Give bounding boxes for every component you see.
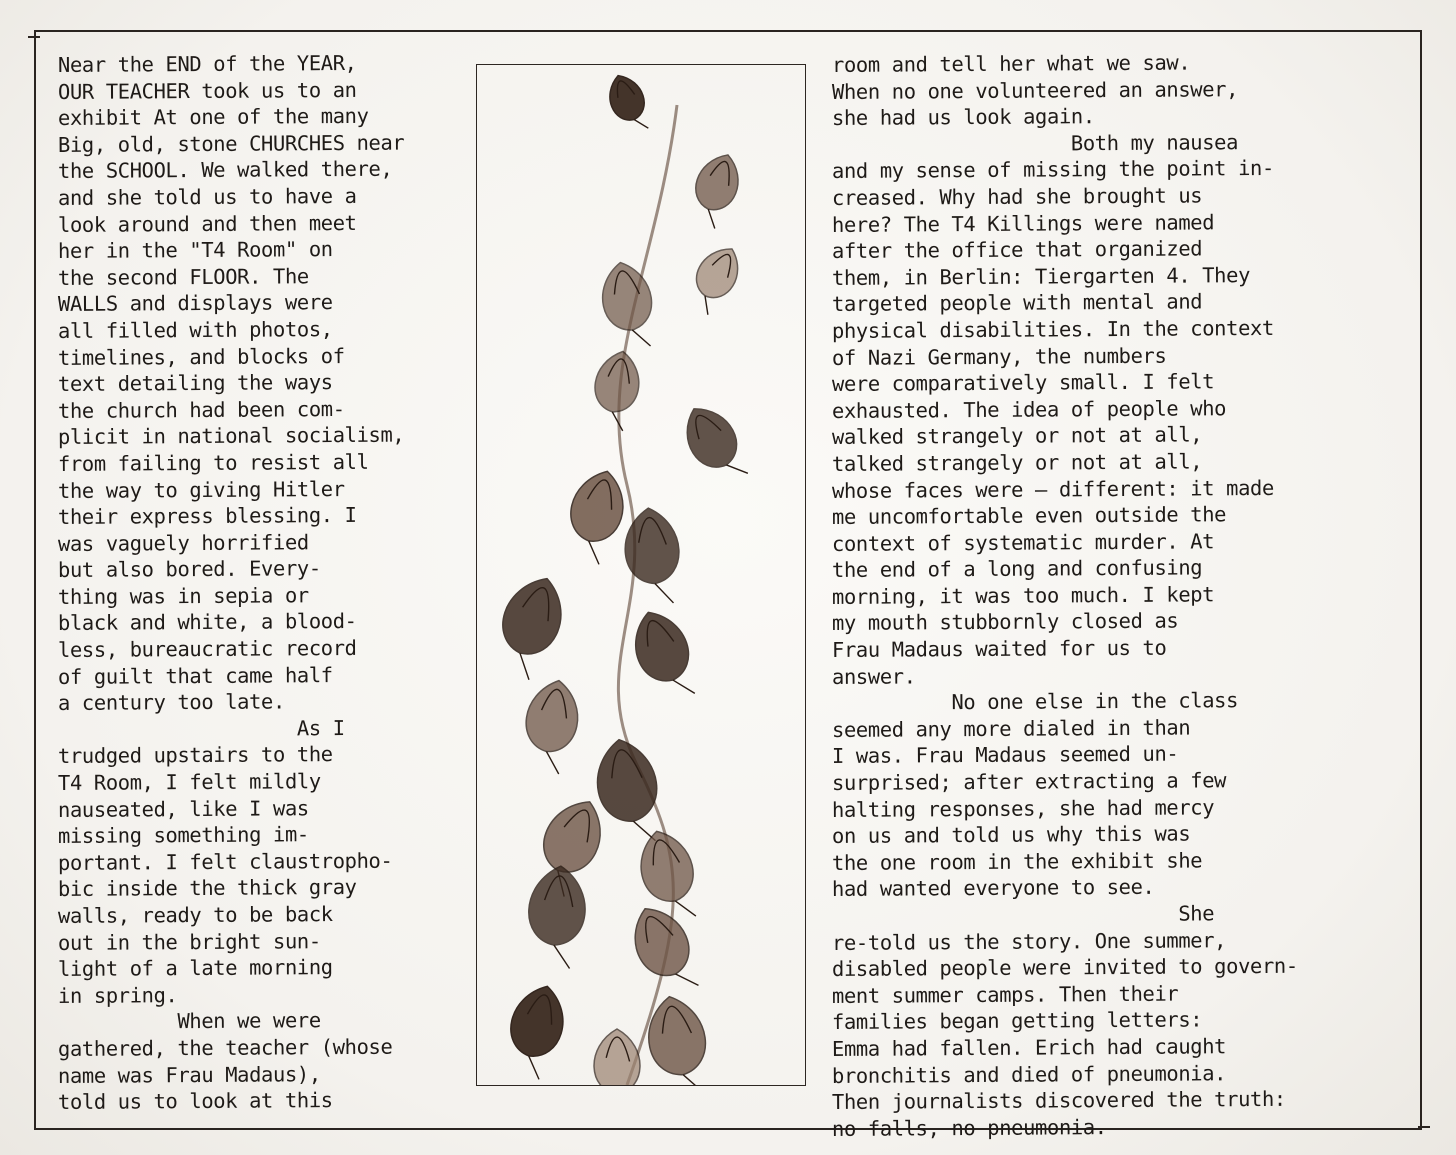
text-line: here? The T4 Killings were named	[831, 209, 1215, 237]
text-line: on us and told us why this was	[831, 821, 1191, 849]
text-line: the way to giving Hitler	[57, 476, 345, 503]
text-line: light of a late morning	[57, 955, 333, 982]
rosebud-drawing	[588, 348, 644, 433]
rosebud-drawing	[559, 465, 632, 567]
left-text-column	[58, 52, 404, 1116]
text-line: no falls, no pneumonia.	[831, 1114, 1107, 1141]
text-line: gathered, the teacher (whose	[57, 1034, 393, 1061]
text-line: No one else in the class	[831, 688, 1239, 716]
text-line: When no one volunteered an answer,	[831, 76, 1239, 104]
text-line: Big, old, stone CHURCHES near	[57, 130, 405, 157]
border-corner-tick	[28, 36, 40, 38]
text-line: Frau Madaus waited for us to	[831, 635, 1167, 663]
text-line: the end of a long and confusing	[831, 555, 1203, 583]
text-line: my mouth stubbornly closed as	[831, 609, 1179, 636]
text-line: Emma had fallen. Erich had caught	[831, 1034, 1227, 1061]
text-line: ment summer camps. Then their	[831, 981, 1179, 1008]
text-line: them, in Berlin: Tiergarten 4. They	[831, 262, 1251, 290]
text-line: their express blessing. I	[57, 503, 357, 530]
text-line: seemed any more dialed in than	[831, 715, 1191, 742]
text-line: her in the "T4 Room" on	[57, 237, 333, 264]
rosebud-drawing	[486, 569, 573, 683]
text-line: morning, it was too much. I kept	[831, 582, 1215, 609]
right-text-column	[832, 52, 1298, 1142]
text-line: all filled with photos,	[57, 317, 333, 343]
text-line: WALLS and displays were	[57, 290, 333, 317]
text-line: families began getting letters:	[831, 1007, 1203, 1035]
text-line: told us to look at this	[57, 1088, 333, 1115]
text-line: after the office that organized	[831, 236, 1203, 264]
text-line: black and white, a blood-	[57, 609, 357, 636]
text-line: portant. I felt claustropho-	[57, 848, 393, 875]
text-line: were comparatively small. I felt	[831, 369, 1215, 397]
text-line: the SCHOOL. We walked there,	[57, 157, 393, 184]
text-line: trudged upstairs to the	[57, 742, 333, 769]
flower-sketch-svg	[477, 65, 806, 1086]
text-line: but also bored. Every-	[57, 556, 321, 583]
text-line: and my sense of missing the point in-	[831, 156, 1274, 184]
text-line: creased. Why had she brought us	[831, 183, 1203, 210]
rosebud-drawing	[590, 735, 666, 849]
rosebud-drawing	[622, 898, 707, 1003]
rosebud-drawing	[624, 604, 703, 708]
text-line: nauseated, like I was	[57, 795, 309, 822]
text-line: When we were	[57, 1008, 321, 1035]
text-line: timelines, and blocks of	[57, 343, 345, 370]
text-line: me uncomfortable even outside the	[831, 502, 1227, 530]
rosebud-drawing	[674, 397, 755, 492]
text-line: the second FLOOR. The	[57, 263, 309, 290]
text-line: name was Frau Madaus),	[57, 1061, 321, 1088]
text-line: disabled people were invited to govern-	[831, 953, 1298, 982]
text-line: bronchitis and died of pneumonia.	[831, 1060, 1227, 1088]
text-line: she had us look again.	[831, 104, 1095, 131]
text-line: of guilt that came half	[57, 662, 333, 689]
text-line: surprised; after extracting a few	[831, 768, 1227, 796]
text-line: As I	[57, 715, 345, 742]
rosebud-drawing	[594, 1029, 640, 1086]
text-line: She	[831, 901, 1215, 928]
border-corner-tick	[1418, 1126, 1430, 1128]
text-line: whose faces were — different: it made	[831, 475, 1274, 503]
text-line: missing something im-	[57, 822, 309, 849]
text-line: physical disabilities. In the context	[831, 315, 1274, 343]
text-line: plicit in national socialism,	[57, 422, 405, 450]
text-line: exhausted. The idea of people who	[831, 395, 1227, 423]
text-line: context of systematic murder. At	[831, 529, 1215, 556]
dried-flower-illustration	[476, 64, 806, 1086]
text-line: a century too late.	[57, 689, 285, 716]
text-line: thing was in sepia or	[57, 583, 309, 609]
rosebud-drawing	[684, 148, 748, 231]
text-line: room and tell her what we saw.	[831, 50, 1191, 77]
rosebud-drawing	[603, 70, 655, 138]
text-line: was vaguely horrified	[57, 529, 309, 556]
text-line: of Nazi Germany, the numbers	[831, 343, 1167, 370]
text-line: text detailing the ways	[57, 370, 333, 397]
text-line: targeted people with mental and	[831, 289, 1203, 317]
text-line: less, bureaucratic record	[57, 635, 357, 663]
text-line: exhibit At one of the many	[57, 104, 369, 131]
text-line: Both my nausea	[831, 129, 1239, 157]
text-line: the church had been com-	[57, 396, 345, 423]
text-line: re-told us the story. One summer,	[831, 927, 1227, 955]
text-line: from failing to resist all	[57, 449, 369, 476]
text-line: in spring.	[57, 982, 178, 1008]
text-line: bic inside the thick gray	[57, 875, 357, 902]
text-line: Then journalists discovered the truth:	[831, 1086, 1286, 1115]
text-line: T4 Room, I felt mildly	[57, 769, 321, 796]
text-line: walked strangely or not at all,	[831, 422, 1203, 450]
text-line: I was. Frau Madaus seemed un-	[831, 742, 1179, 769]
text-line: walls, ready to be back	[57, 902, 333, 928]
text-line: halting responses, she had mercy	[831, 794, 1215, 822]
text-line: out in the bright sun-	[57, 928, 321, 955]
rosebud-drawing	[681, 239, 749, 318]
text-line: talked strangely or not at all,	[831, 449, 1203, 476]
text-line: and she told us to have a	[57, 183, 357, 210]
text-line: Near the END of the YEAR,	[57, 50, 357, 77]
text-line: answer.	[831, 664, 916, 689]
text-line: had wanted everyone to see.	[831, 875, 1155, 902]
rosebud-drawing	[524, 864, 589, 970]
rosebud-drawing	[518, 676, 584, 775]
text-line: OUR TEACHER took us to an	[57, 77, 357, 104]
text-line: look around and then meet	[57, 210, 357, 237]
text-line: the one room in the exhibit she	[831, 848, 1203, 875]
rosebud-drawing	[499, 980, 572, 1082]
